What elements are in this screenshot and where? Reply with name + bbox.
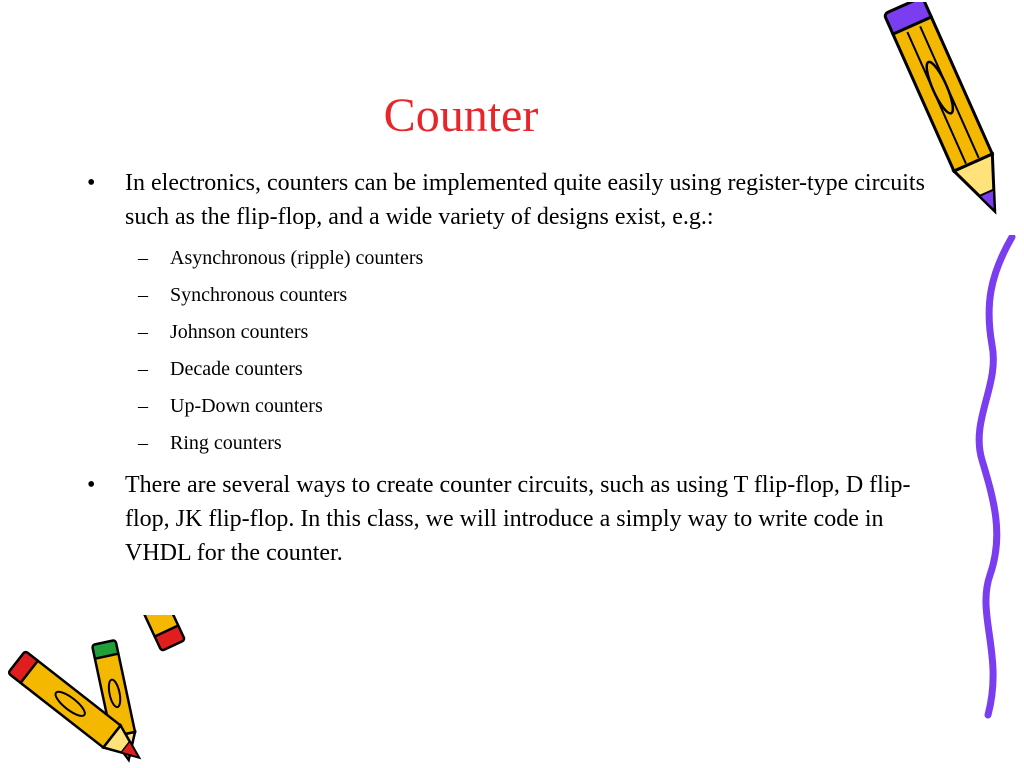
sub-item-text: Ring counters (170, 432, 282, 454)
bullet-marker: • (87, 170, 96, 196)
dash-marker: – (138, 284, 148, 306)
sub-item-text: Up-Down counters (170, 395, 323, 417)
sub-item (125, 351, 930, 388)
sub-item (125, 388, 930, 425)
sub-item (125, 314, 930, 351)
sub-item-text: Decade counters (170, 358, 303, 380)
squiggle-line (960, 235, 1020, 720)
slide-title: Counter (383, 89, 539, 142)
bullet-item (80, 166, 930, 462)
bullet-item (80, 468, 930, 570)
dash-marker: – (138, 247, 148, 269)
bullet-marker: • (87, 472, 96, 498)
dash-marker: – (138, 395, 148, 417)
bullet-list (80, 166, 930, 570)
bullet-text: There are several ways to create counter circuits, such as using T flip-flop, D flip-flop, JK flip-flop. In this class, we will introduce a simply way to write code in VHDL for the counter. (125, 472, 911, 566)
dash-marker: – (138, 432, 148, 454)
pencil-icon (860, 2, 1010, 247)
sub-item-text: Johnson counters (170, 321, 309, 343)
bullet-text: In electronics, counters can be implemented quite easily using register-type circuits such as the flip-flop, and a wide variety of designs exist, e.g.: (125, 170, 925, 230)
crossed-pencils-icon (0, 615, 210, 765)
sub-item (125, 240, 930, 277)
dash-marker: – (138, 358, 148, 380)
sub-item (125, 425, 930, 462)
sub-item (125, 277, 930, 314)
dash-marker: – (138, 321, 148, 343)
sub-item-text: Asynchronous (ripple) counters (170, 247, 424, 269)
sub-list (125, 240, 930, 462)
sub-item-text: Synchronous counters (170, 284, 348, 306)
